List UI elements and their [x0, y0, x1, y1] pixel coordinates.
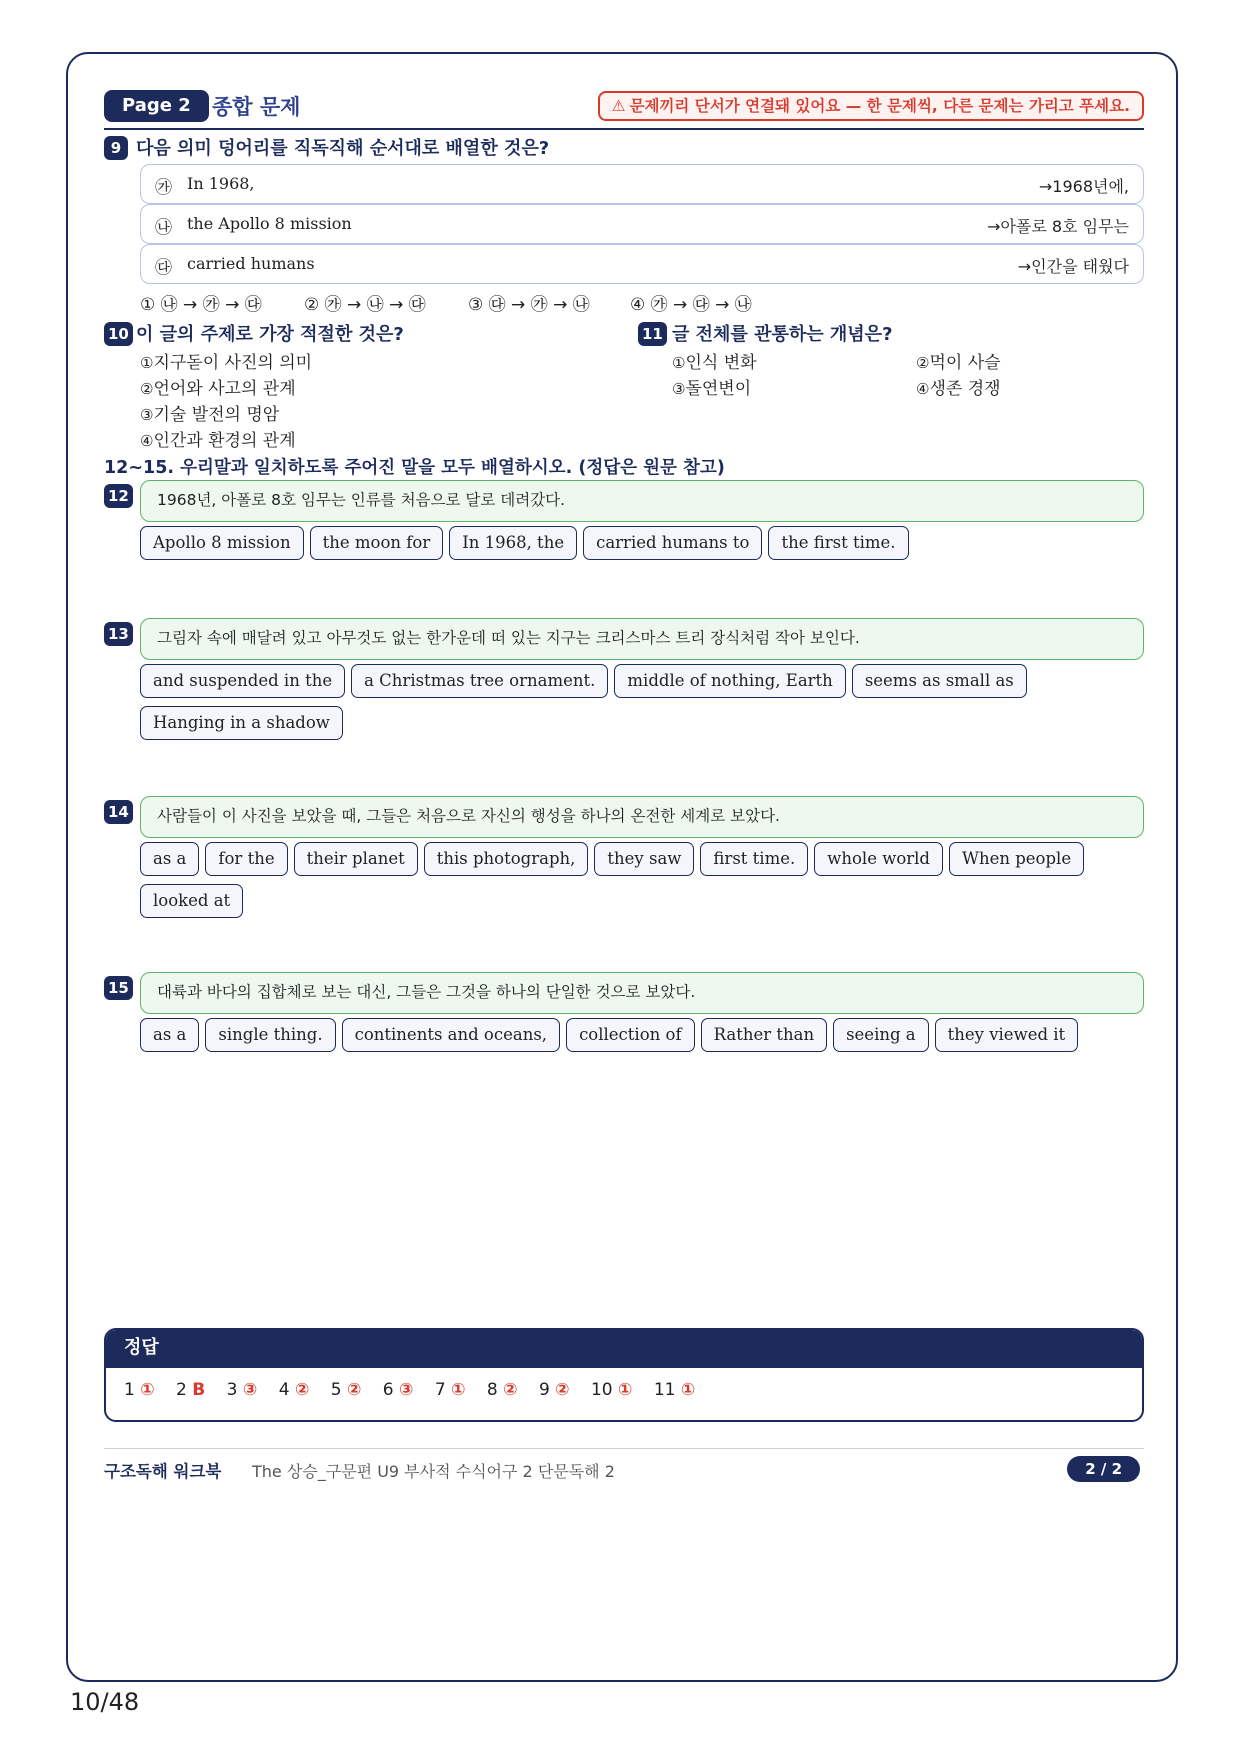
answer-item: 9 ②: [538, 1380, 570, 1400]
word-tile[interactable]: Rather than: [701, 1018, 828, 1052]
answer-key-row: [106, 1368, 1142, 1400]
word-tile[interactable]: middle of nothing, Earth: [614, 664, 845, 698]
meaning-chunk: [140, 204, 1144, 244]
word-tile[interactable]: as a: [140, 842, 199, 876]
footer-brand: 구조독해 워크북: [104, 1462, 222, 1481]
question-text: 이 글의 주제로 가장 적절한 것은?: [136, 324, 404, 345]
chunk-mark: ㉯: [155, 218, 172, 238]
chunk-korean: →인간을 태웠다: [1017, 257, 1129, 276]
word-tile[interactable]: this photograph,: [424, 842, 589, 876]
answer-option[interactable]: ②언어와 사고의 관계: [140, 379, 296, 399]
word-tile[interactable]: and suspended in the: [140, 664, 345, 698]
word-tile[interactable]: first time.: [700, 842, 808, 876]
answer-option[interactable]: ① ㉯ → ㉮ → ㉰: [140, 295, 262, 315]
meaning-chunk: [140, 244, 1144, 284]
word-tile[interactable]: they viewed it: [935, 1018, 1079, 1052]
word-tiles: [140, 842, 1150, 926]
answer-item: 5 ②: [330, 1380, 362, 1400]
word-tile[interactable]: continents and oceans,: [342, 1018, 560, 1052]
word-tile[interactable]: the moon for: [310, 526, 444, 560]
chunk-english: In 1968,: [187, 174, 255, 193]
answer-item: 7 ①: [434, 1380, 466, 1400]
answer-item: 1 ①: [124, 1380, 155, 1400]
word-tile[interactable]: seeing a: [833, 1018, 929, 1052]
section-instruction: 12~15. 우리말과 일치하도록 주어진 말을 모두 배열하시오. (정답은 원문 참고): [104, 458, 725, 478]
chunk-english: carried humans: [187, 254, 315, 273]
answer-item: 8 ②: [486, 1380, 518, 1400]
chunk-korean: →1968년에,: [1038, 177, 1129, 196]
question-number: 14: [104, 800, 133, 824]
word-tile[interactable]: looked at: [140, 884, 243, 918]
word-tile[interactable]: When people: [949, 842, 1084, 876]
question-number: 15: [104, 976, 133, 1000]
word-tile[interactable]: In 1968, the: [449, 526, 577, 560]
chunk-korean: →아폴로 8호 임무는: [987, 217, 1129, 236]
word-tile[interactable]: seems as small as: [852, 664, 1027, 698]
answer-option[interactable]: ①지구돋이 사진의 의미: [140, 353, 313, 373]
answer-item: 6 ③: [382, 1380, 414, 1400]
answer-option[interactable]: ④인간과 환경의 관계: [140, 431, 296, 451]
question-number: 13: [104, 622, 133, 646]
word-tile[interactable]: single thing.: [205, 1018, 335, 1052]
word-tile[interactable]: a Christmas tree ornament.: [351, 664, 608, 698]
page-indicator: 2 / 2: [1067, 1456, 1140, 1482]
chunk-english: the Apollo 8 mission: [187, 214, 352, 233]
document-page-counter: 10/48: [70, 1688, 140, 1716]
korean-prompt: 대륙과 바다의 집합체로 보는 대신, 그들은 그것을 하나의 단일한 것으로 보았다.: [140, 972, 1144, 1014]
korean-prompt: 사람들이 이 사진을 보았을 때, 그들은 처음으로 자신의 행성을 하나의 온전한 세계로 보았다.: [140, 796, 1144, 838]
question-number: 12: [104, 484, 133, 508]
answer-option[interactable]: ② ㉮ → ㉯ → ㉰: [304, 295, 426, 315]
word-tiles: [140, 526, 1150, 568]
word-tile[interactable]: Apollo 8 mission: [140, 526, 304, 560]
chunk-mark: ㉮: [155, 178, 172, 198]
footer-subtitle: The 상승_구문편 U9 부사적 수식어구 2 단문독해 2: [252, 1462, 615, 1481]
korean-prompt: 1968년, 아폴로 8호 임무는 인류를 처음으로 달로 데려갔다.: [140, 480, 1144, 522]
answer-option[interactable]: ④ ㉮ → ㉰ → ㉯: [630, 295, 752, 315]
word-tile[interactable]: Hanging in a shadow: [140, 706, 343, 740]
answer-option[interactable]: ③돌연변이: [672, 379, 752, 399]
page-badge: Page 2: [104, 90, 209, 122]
word-tile[interactable]: for the: [205, 842, 287, 876]
word-tile[interactable]: the first time.: [768, 526, 908, 560]
korean-prompt: 그림자 속에 매달려 있고 아무것도 없는 한가운데 떠 있는 지구는 크리스마스 트리 장식처럼 작아 보인다.: [140, 618, 1144, 660]
word-tiles: [140, 664, 1150, 748]
chunk-mark: ㉰: [155, 258, 172, 278]
warning-banner: [598, 91, 1144, 121]
word-tile[interactable]: carried humans to: [583, 526, 762, 560]
answer-key: [104, 1328, 1144, 1422]
answer-item: 2 B: [176, 1380, 206, 1400]
question-number: 10: [104, 322, 133, 346]
warning-icon: ⚠: [611, 97, 626, 115]
answer-item: 10 ①: [590, 1380, 633, 1400]
answer-option[interactable]: ④생존 경쟁: [916, 379, 1001, 399]
word-tile[interactable]: they saw: [594, 842, 694, 876]
page-title: 종합 문제: [212, 95, 301, 119]
answer-option[interactable]: ②먹이 사슬: [916, 353, 1001, 373]
answer-option[interactable]: ①인식 변화: [672, 353, 757, 373]
warning-text: 문제끼리 단서가 연결돼 있어요 — 한 문제씩, 다른 문제는 가리고 푸세요.: [629, 97, 1130, 115]
answer-option[interactable]: ③ ㉰ → ㉮ → ㉯: [468, 295, 590, 315]
answer-item: 4 ②: [278, 1380, 310, 1400]
word-tiles: [140, 1018, 1150, 1060]
answer-key-title: 정답: [106, 1330, 1142, 1368]
word-tile[interactable]: collection of: [566, 1018, 695, 1052]
question-text: 글 전체를 관통하는 개념은?: [672, 324, 893, 345]
question-number: 9: [104, 136, 128, 160]
word-tile[interactable]: as a: [140, 1018, 199, 1052]
meaning-chunk: [140, 164, 1144, 204]
worksheet-page: [66, 52, 1178, 1682]
answer-item: 11 ①: [653, 1380, 696, 1400]
page-header: [104, 90, 1144, 130]
word-tile[interactable]: their planet: [294, 842, 418, 876]
answer-option[interactable]: ③기술 발전의 명암: [140, 405, 280, 425]
footer-divider: [104, 1448, 1144, 1449]
word-tile[interactable]: whole world: [814, 842, 943, 876]
question-number: 11: [638, 322, 667, 346]
answer-item: 3 ③: [226, 1380, 258, 1400]
question-text: 다음 의미 덩어리를 직독직해 순서대로 배열한 것은?: [136, 138, 550, 159]
